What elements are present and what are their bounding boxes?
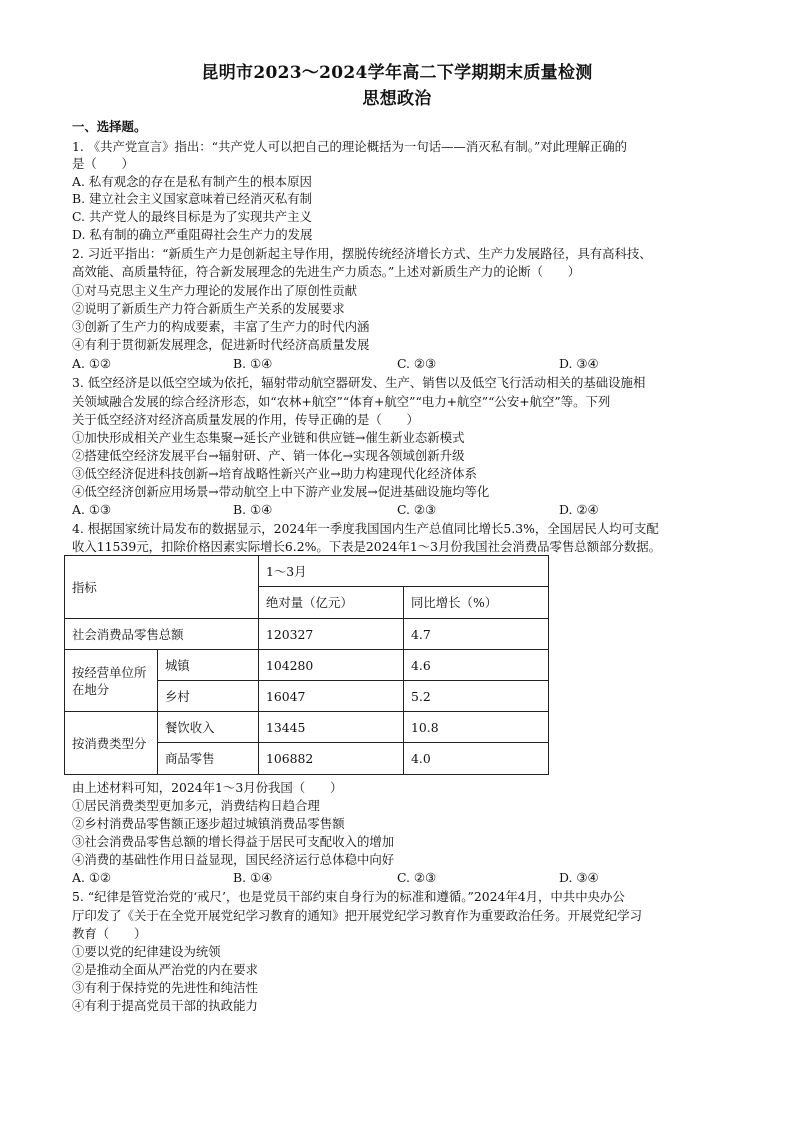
q1-option-d: D. 私有制的确立严重阻碍社会生产力的发展 (72, 227, 313, 242)
q5-statement-2: ②是推动全面从严治党的内在要求 (72, 962, 258, 977)
q2-choice-b: B. ①④ (233, 356, 273, 371)
cell-absolute: 13445 (259, 712, 404, 743)
q3-stem-line2: 关领域融合发展的综合经济形态，如“农林+航空”“体育+航空”“电力+航空”“公安+航空”等。下列 (72, 394, 611, 409)
q4-stem-after: 由上述材料可知，2024年1～3月份我国（ ） (72, 780, 343, 795)
q4-stem-line1: 4. 根据国家统计局发布的数据显示，2024年一季度我国国内生产总值同比增长5.3%，全国居民人均可支配 (72, 521, 659, 536)
group-label: 按消费类型分 (65, 712, 158, 775)
q3-choice-d: D. ②④ (559, 502, 599, 517)
q1-stem-line2: 是（ ） (72, 156, 134, 171)
q1-option-c: C. 共产党人的最终目标是为了实现共产主义 (72, 209, 312, 224)
q5-statement-4: ④有利于提高党员干部的执政能力 (72, 998, 258, 1013)
q4-statement-4: ④消费的基础性作用日益显现，国民经济运行总体稳中向好 (72, 852, 395, 867)
q4-statement-1: ①居民消费类型更加多元，消费结构日趋合理 (72, 798, 320, 813)
cell-yoy: 5.2 (404, 681, 549, 712)
q3-statement-3: ③低空经济促进科技创新→培育战略性新兴产业→助力构建现代化经济体系 (72, 466, 477, 481)
table-row (65, 650, 549, 681)
q3-choices (72, 501, 732, 518)
q2-statement-4: ④有利于贯彻新发展理念，促进新时代经济高质量发展 (72, 337, 370, 352)
cell-yoy: 4.7 (404, 619, 549, 650)
cell-absolute: 104280 (259, 650, 404, 681)
q4-choice-b: B. ①④ (233, 870, 273, 885)
exam-subject: 思想政治 (362, 89, 432, 109)
q2-choice-a: A. ①② (72, 356, 112, 371)
q4-stem-line2: 收入11539元，扣除价格因素实际增长6.2%。下表是2024年1～3月份我国社会消费品零售总额部分数据。 (72, 539, 662, 554)
q5-stem-line3: 教育（ ） (72, 926, 147, 941)
q5-statement-1: ①要以党的纪律建设为统领 (72, 944, 221, 959)
cell-yoy: 10.8 (404, 712, 549, 743)
q4-choices (72, 869, 732, 886)
q4-choice-a: A. ①② (72, 870, 112, 885)
q2-choices (72, 355, 732, 372)
q1-option-a: A. 私有观念的存在是私有制产生的根本原因 (72, 174, 312, 189)
q3-choice-b: B. ①④ (233, 502, 273, 517)
q5-stem-line2: 厅印发了《关于在全党开展党纪学习教育的通知》把开展党纪学习教育作为重要政治任务。开展党纪学习 (72, 908, 642, 923)
q3-choice-a: A. ①③ (72, 502, 112, 517)
q1-stem-line1: 1. 《共产党宣言》指出：“共产党人可以把自己的理论概括为一句话——消灭私有制。”对此理解正确的 (72, 139, 628, 154)
group-label: 按经营单位所在地分 (65, 650, 158, 712)
q2-statement-2: ②说明了新质生产力符合新质生产关系的发展要求 (72, 301, 345, 316)
q4-choice-d: D. ③④ (559, 870, 599, 885)
cell-yoy: 4.6 (404, 650, 549, 681)
q3-stem-line1: 3. 低空经济是以低空空域为依托，辐射带动航空器研发、生产、销售以及低空飞行活动相关的基础设施相 (72, 375, 646, 390)
q2-statement-1: ①对马克思主义生产力理论的发展作出了原创性贡献 (72, 283, 357, 298)
table-row (65, 619, 549, 650)
row-label: 商品零售 (158, 743, 259, 775)
q2-stem-line2: 高效能、高质量特征，符合新发展理念的先进生产力质态。”上述对新质生产力的论断（ ） (72, 264, 581, 279)
header-period: 1～3月 (259, 556, 549, 587)
table-row (65, 712, 549, 743)
q4-choice-c: C. ②③ (397, 870, 437, 885)
cell-absolute: 120327 (259, 619, 404, 650)
row-label: 乡村 (158, 681, 259, 712)
q2-statement-3: ③创新了生产力的构成要素，丰富了生产力的时代内涵 (72, 319, 370, 334)
q4-statement-2: ②乡村消费品零售额正逐步超过城镇消费品零售额 (72, 816, 345, 831)
cell-absolute: 16047 (259, 681, 404, 712)
q3-stem-line3: 关于低空经济对经济高质量发展的作用，传导正确的是（ ） (72, 412, 419, 427)
q3-statement-4: ④低空经济创新应用场景→带动航空上中下游产业发展→促进基础设施均等化 (72, 484, 490, 499)
q5-statement-3: ③有利于保持党的先进性和纯洁性 (72, 980, 258, 995)
q2-choice-c: C. ②③ (397, 356, 437, 371)
header-absolute: 绝对量（亿元） (259, 587, 404, 619)
table-header-row (65, 556, 549, 587)
q1-option-b: B. 建立社会主义国家意味着已经消灭私有制 (72, 191, 313, 206)
q3-choice-c: C. ②③ (397, 502, 437, 517)
q5-stem-line1: 5. “纪律是管党治党的‘戒尺’，也是党员干部约束自身行为的标准和遵循。”2024年4月，中共中央办公 (72, 889, 625, 904)
q2-choice-d: D. ③④ (559, 356, 599, 371)
cell-absolute: 106882 (259, 743, 404, 775)
header-yoy: 同比增长（%） (404, 587, 549, 619)
row-label: 城镇 (158, 650, 259, 681)
row-label: 餐饮收入 (158, 712, 259, 743)
cell-yoy: 4.0 (404, 743, 549, 775)
row-label: 社会消费品零售总额 (65, 619, 259, 650)
exam-title: 昆明市2023～2024学年高二下学期期末质量检测 (201, 63, 593, 83)
q3-statement-2: ②搭建低空经济发展平台→辐射研、产、销一体化→实现各领域创新升级 (72, 448, 465, 463)
q2-stem-line1: 2. 习近平指出：“新质生产力是创新起主导作用，摆脱传统经济增长方式、生产力发展路径，具有高科技、 (72, 246, 652, 261)
section-heading: 一、选择题。 (72, 119, 147, 134)
q4-statement-3: ③社会消费品零售总额的增长得益于居民可支配收入的增加 (72, 834, 395, 849)
retail-sales-table (64, 555, 549, 775)
q3-statement-1: ①加快形成相关产业生态集聚→延长产业链和供应链→催生新业态新模式 (72, 430, 465, 445)
header-indicator: 指标 (65, 556, 259, 619)
